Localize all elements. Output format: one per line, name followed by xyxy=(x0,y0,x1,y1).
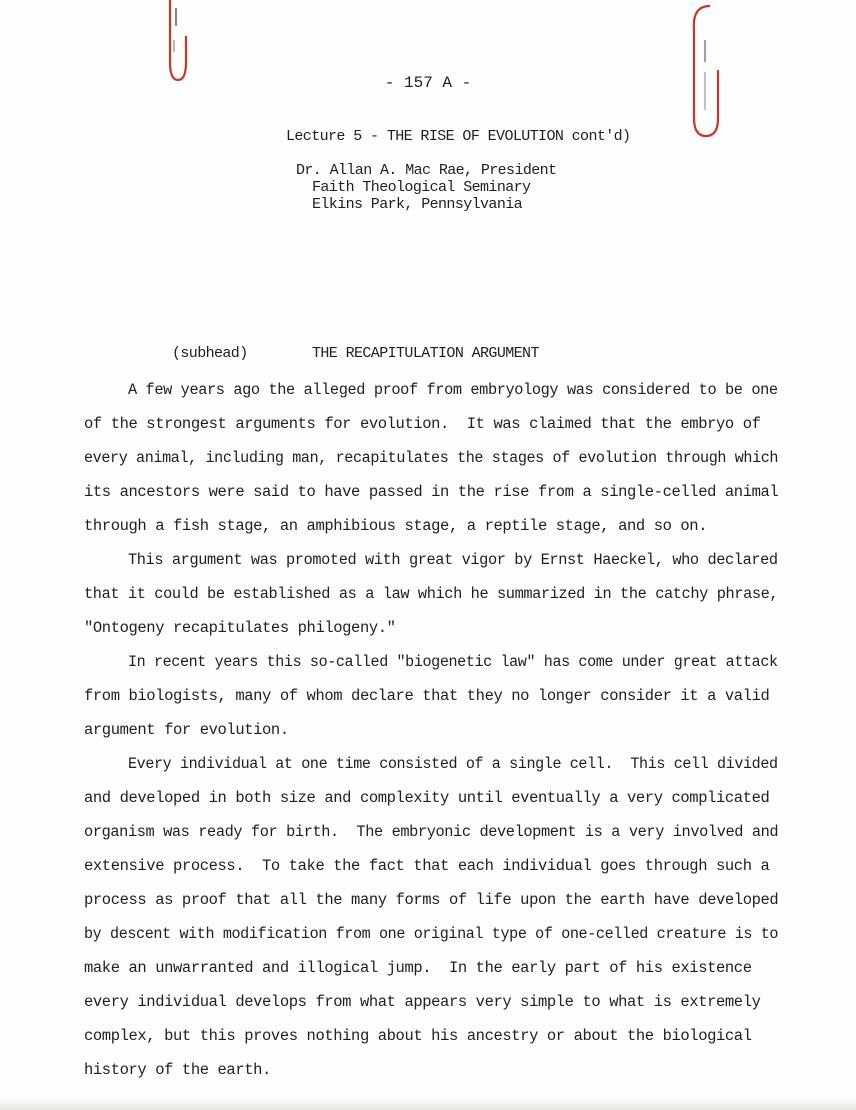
body-text-line: This argument was promoted with great vigor by Ernst Haeckel, who declared xyxy=(128,551,778,569)
author-line: Dr. Allan A. Mac Rae, President xyxy=(296,162,557,179)
paper-clip-right xyxy=(688,0,728,145)
body-text-line: by descent with modification from one original type of one-celled creature is to xyxy=(84,925,779,943)
body-text-line: In recent years this so-called "biogenetic law" has come under great attack xyxy=(128,653,778,671)
subhead-tag: (subhead) xyxy=(172,345,248,362)
body-text-line: process as proof that all the many forms of life upon the earth have developed xyxy=(84,891,779,909)
body-text-line: every individual develops from what appears very simple to what is extremely xyxy=(84,993,761,1011)
body-text-line: history of the earth. xyxy=(84,1061,271,1079)
body-text-line: of the strongest arguments for evolution. It was claimed that the embryo of xyxy=(84,415,761,433)
body-text-line: from biologists, many of whom declare that they no longer consider it a valid xyxy=(84,687,770,705)
page-bottom-edge xyxy=(0,1098,856,1110)
body-text-line: its ancestors were said to have passed in the rise from a single-celled animal xyxy=(84,483,779,501)
lecture-title: Lecture 5 - THE RISE OF EVOLUTION cont'd) xyxy=(286,128,631,145)
body-text-line: make an unwarranted and illogical jump. In the early part of his existence xyxy=(84,959,752,977)
page-number: - 157 A - xyxy=(384,74,472,92)
body-text-line: A few years ago the alleged proof from embryology was considered to be one xyxy=(128,381,778,399)
author-line: Faith Theological Seminary xyxy=(312,179,531,196)
body-text-line: that it could be established as a law which he summarized in the catchy phrase, xyxy=(84,585,779,603)
body-text-line: Every individual at one time consisted of a single cell. This cell divided xyxy=(128,755,778,773)
section-heading: THE RECAPITULATION ARGUMENT xyxy=(312,345,539,362)
body-text-line: organism was ready for birth. The embryonic development is a very involved and xyxy=(84,823,779,841)
body-text-line: extensive process. To take the fact that each individual goes through such a xyxy=(84,857,770,875)
body-text-line: "Ontogeny recapitulates philogeny." xyxy=(84,619,396,637)
body-text-line: every animal, including man, recapitulates the stages of evolution through which xyxy=(84,449,779,467)
body-text-line: argument for evolution. xyxy=(84,721,289,739)
body-text-line: complex, but this proves nothing about his ancestry or about the biological xyxy=(84,1027,752,1045)
body-text-line: through a fish stage, an amphibious stage, a reptile stage, and so on. xyxy=(84,517,708,535)
body-text-line: and developed in both size and complexity until eventually a very complicated xyxy=(84,789,770,807)
author-line: Elkins Park, Pennsylvania xyxy=(312,196,523,213)
